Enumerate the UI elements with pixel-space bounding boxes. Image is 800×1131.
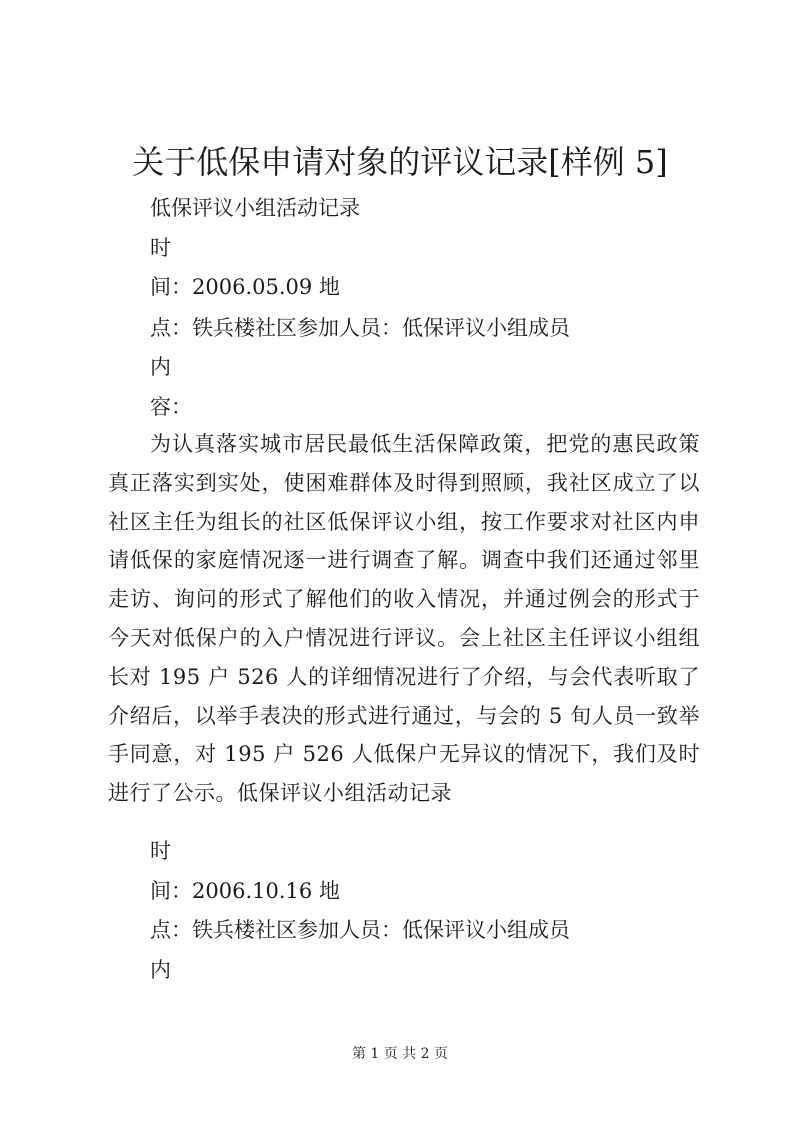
content-label-2: 内 [150, 958, 171, 982]
location-attendees-2: 点：铁兵楼社区参加人员：低保评议小组成员 [150, 918, 570, 942]
record-heading: 低保评议小组活动记录 [150, 196, 360, 220]
body-paragraph: 为认真落实城市居民最低生活保障政策，把党的惠民政策真正落实到实处，使困难群体及时得到照顾，我社区成立了以社区主任为组长的社区低保评议小组，按工作要求对社区内申请低保的家庭情况逐一进行调查了解。调查中我们还通过邻里走访、询问的形式了解他们的收入情况，并通过例会的形式于今天对低保户的入户情况进行评议。会上社区主任评议小组组长对 195 户 526 人的详细情况进行了介绍，与会代表听取了介绍后，以举手表决的形式进行通过，与会的 5 旬人员一致举手同意，对 195 户 526 人低保户无异议的情况下，我们及时进行了公示。低保评议小组活动记录 [108, 432, 700, 806]
content-label-1a: 内 [150, 355, 171, 379]
time-label-1: 时 [150, 236, 171, 260]
time-value-2: 间：2006.10.16 地 [150, 879, 340, 903]
content-label-1b: 容： [150, 395, 192, 419]
time-label-2: 时 [150, 839, 171, 863]
document-title: 关于低保申请对象的评议记录[样例 5] [132, 143, 668, 181]
time-value-1: 间：2006.05.09 地 [150, 275, 340, 299]
location-attendees-1: 点：铁兵楼社区参加人员：低保评议小组成员 [150, 316, 570, 340]
page-indicator: 第 1 页 共 2 页 [351, 1046, 449, 1062]
